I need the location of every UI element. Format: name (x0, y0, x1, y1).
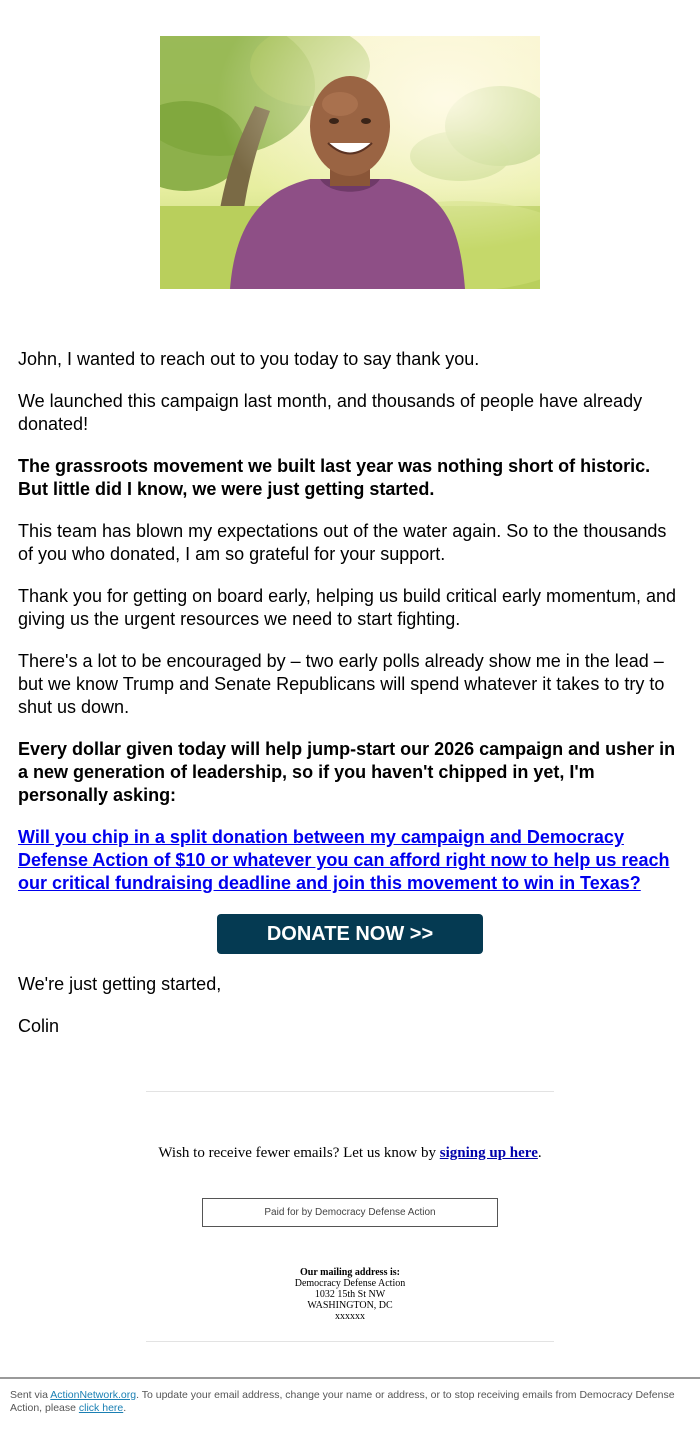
address-line: WASHINGTON, DC (307, 1300, 393, 1311)
closing-line: We're just getting started, (18, 974, 222, 994)
email-body (18, 348, 682, 1057)
actionnetwork-link[interactable]: ActionNetwork.org (50, 1389, 137, 1401)
signing-up-here-link[interactable]: signing up here (439, 1145, 538, 1161)
signature: Colin (18, 1016, 60, 1036)
paragraph-grassroots: The grassroots movement we built last year was nothing short of historic. But little did I know, we were just getting started. (18, 456, 651, 499)
candidate-portrait (160, 36, 540, 289)
sent-via-footer: Sent via ActionNetwork.org. To update your email address, change your name or address, or to stop receiving emails from Democracy Defense Action, please click here. (0, 1377, 700, 1445)
paragraph-ask-intro: Every dollar given today will help jump-start our 2026 campaign and usher in a new generation of leadership, so if you haven't chipped in yet, I'm personally asking: (18, 739, 676, 805)
paragraph-launched: We launched this campaign last month, and thousands of people have already donated! (18, 391, 643, 434)
paragraph-team: This team has blown my expectations out of the water again. So to the thousands of you who donated, I am so grateful for your support. (18, 521, 667, 564)
header-photo (160, 36, 540, 289)
address-line: xxxxxx (335, 1311, 365, 1322)
paragraph-polls: There's a lot to be encouraged by – two early polls already show me in the lead – but we know Trump and Senate Republicans will spend whatever it takes to try to shut us down. (18, 651, 665, 717)
address-label: Our mailing address is: (300, 1267, 400, 1278)
address-line: 1032 15th St NW (314, 1289, 386, 1300)
donation-ask-link[interactable]: Will you chip in a split donation between my campaign and Democracy Defense Action of $10 or whatever you can afford right now to help us reach our critical fundraising deadline and join this movement to win in Texas? (18, 827, 670, 893)
mailing-address (0, 1267, 700, 1322)
paragraph-greeting: John, I wanted to reach out to you today to say thank you. (18, 349, 480, 369)
fewer-emails-notice: Wish to receive fewer emails? Let us know by signing up here. (158, 1145, 542, 1161)
footer-divider-top (146, 1091, 554, 1092)
paid-for-disclaimer: Paid for by Democracy Defense Action (202, 1198, 498, 1227)
address-line: Democracy Defense Action (294, 1278, 406, 1289)
footer-divider-bottom (146, 1341, 554, 1342)
click-here-link[interactable]: click here (78, 1402, 124, 1414)
paragraph-thank-you: Thank you for getting on board early, helping us build critical early momentum, and giving us the urgent resources we need to start fighting. (18, 586, 677, 629)
donate-now-button[interactable]: DONATE NOW >> (217, 914, 483, 954)
